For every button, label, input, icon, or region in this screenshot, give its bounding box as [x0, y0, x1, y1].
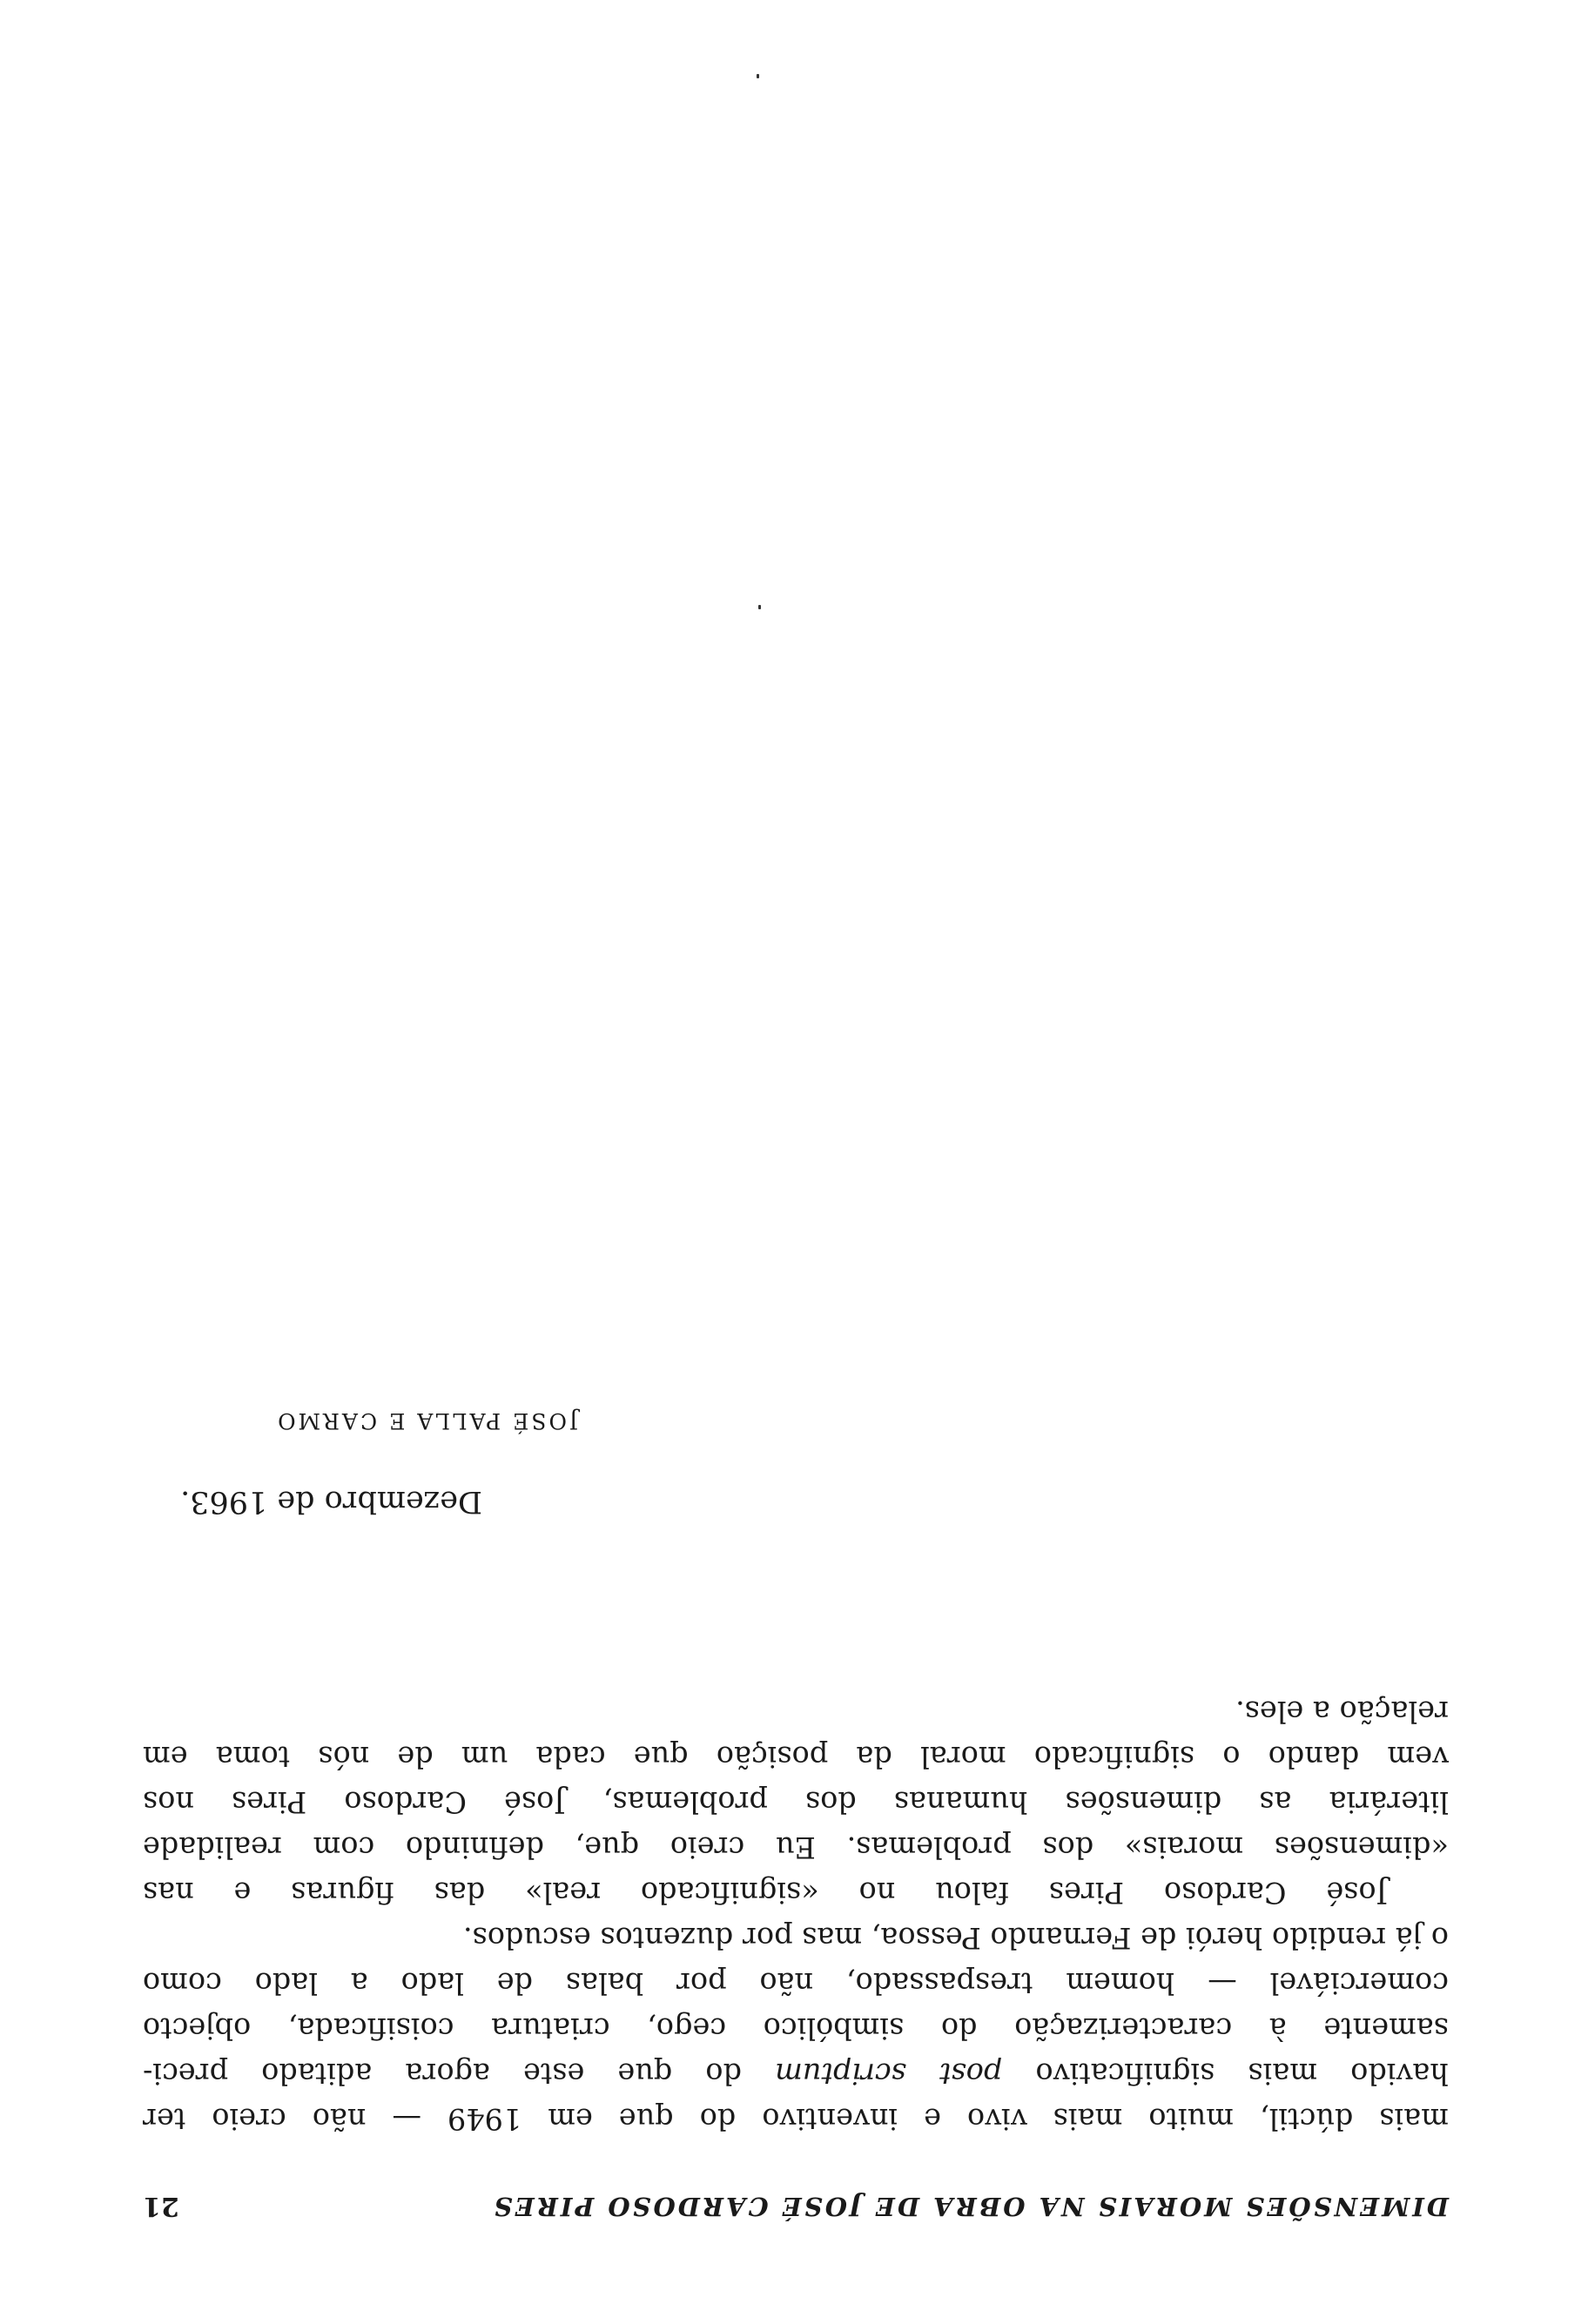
text-line: «dimensões morais» dos problemas. Eu creio que, definindo com realidade — [143, 1830, 1449, 1864]
italic-phrase: post scriptum — [775, 2057, 1003, 2091]
dateline: Dezembro de 1963. — [180, 1484, 482, 1519]
text-line: literária as dimensões humanas dos problemas, José Cardoso Pires nos — [143, 1785, 1449, 1819]
text-run: havido mais significativo — [1002, 2057, 1449, 2091]
text-line: vem dando o significado moral da posição que cada um de nós toma em — [143, 1740, 1449, 1774]
paragraph-first-line: José Cardoso Pires falou no «significado real» das figuras e nas — [143, 1876, 1388, 1910]
running-title: DIMENSÕES MORAIS NA OBRA DE JOSÉ CARDOSO PIRES — [491, 2192, 1449, 2221]
text-line: o já rendido herói de Fernando Pessoa, mas por duzentos escudos. — [462, 1921, 1449, 1955]
text-line: comerciável — homem trespassado, não por balas de lado a lado como — [143, 1966, 1449, 2000]
text-line-with-italic — [143, 2051, 1449, 2096]
running-head — [143, 2186, 1449, 2221]
body-text — [143, 1689, 1449, 2141]
author-signature: JOSÉ PALLA E CARMO — [275, 1408, 578, 1434]
print-speck — [757, 74, 759, 78]
text-line: samente à caracterização do simbólico cego, criatura coisificada, objecto — [143, 2012, 1449, 2045]
print-speck — [758, 605, 761, 609]
page-number: 21 — [143, 2191, 179, 2221]
text-line: mais dúctil, muito mais vivo e inventivo do que em 1949 — não creio ter — [143, 2102, 1449, 2136]
text-line: relação a eles. — [1235, 1695, 1449, 1729]
text-run: do que este agora aditado preci- — [143, 2057, 776, 2091]
